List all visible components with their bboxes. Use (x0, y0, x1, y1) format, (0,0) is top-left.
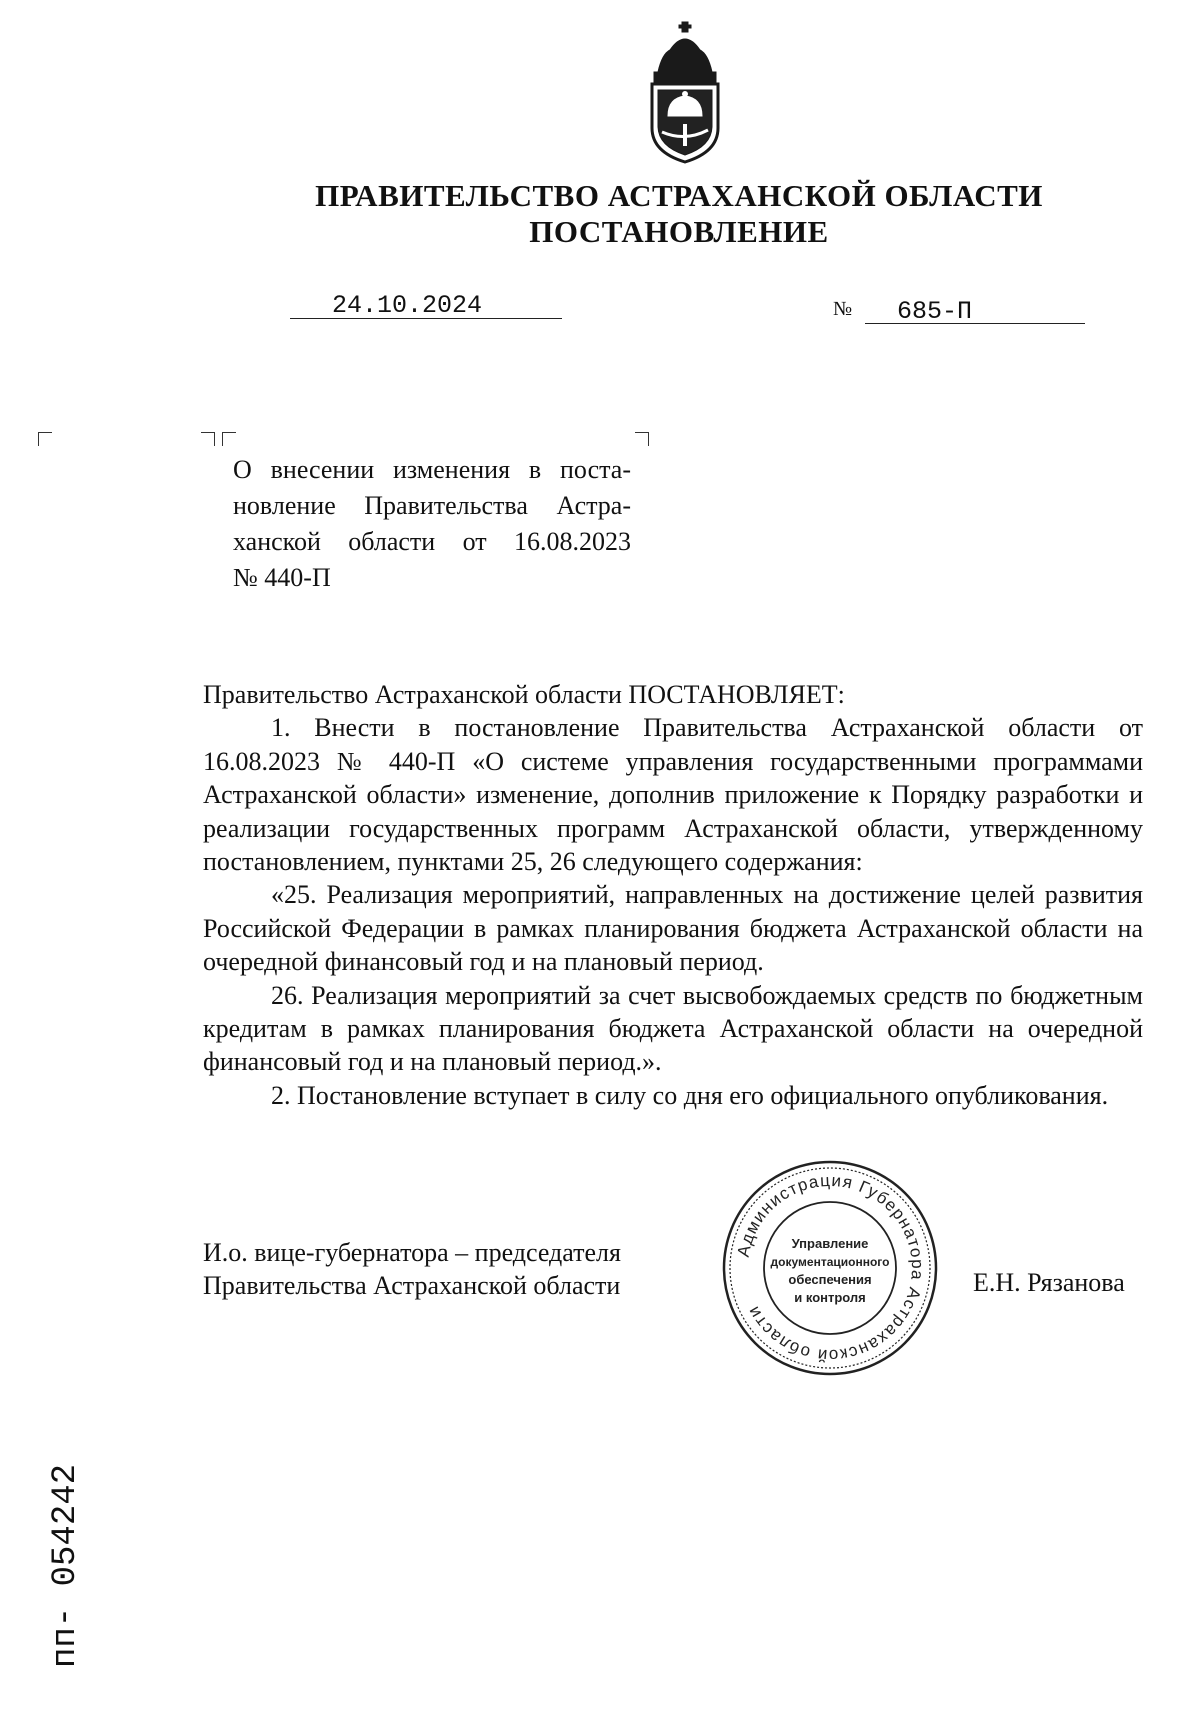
title-line: О внесении изменения в поста- (233, 455, 631, 484)
document-type-heading: ПОСТАНОВЛЕНИЕ (529, 214, 829, 249)
corner-mark-title-left-outer (201, 432, 215, 446)
stamp-ring-text: Администрация Губернатора Астраханской области (733, 1170, 928, 1366)
official-stamp (720, 1158, 940, 1378)
position-line: И.о. вице-губернатора – председателя (203, 1238, 621, 1267)
number-sign: № (833, 298, 853, 320)
corner-mark-title-right (635, 432, 649, 446)
corner-mark-top-left (38, 432, 52, 446)
clause-2: 2. Постановление вступает в силу со дня его официального опубликования. (271, 1080, 1109, 1110)
stamp-center-line: обеспечения (788, 1272, 872, 1287)
clause-26: 26. Реализация мероприятий за счет высвобождаемых средств по бюджетным кредитам в рамках планирования бюджета Астраханской области на очередной финансовый год и на плановый период.». (203, 980, 1143, 1077)
stamp-center-line: и контроля (794, 1290, 866, 1305)
signatory-name: Е.Н. Рязанова (973, 1268, 1125, 1297)
number-underline (865, 323, 1085, 324)
government-heading: ПРАВИТЕЛЬСТВО АСТРАХАНСКОЙ ОБЛАСТИ (315, 178, 1043, 213)
stamp-center-line: Управление (791, 1236, 869, 1251)
signatory-position (203, 1236, 621, 1302)
title-line: № 440-П (233, 563, 331, 592)
document-number: 685-П (897, 297, 973, 326)
serial-code-text: пп- 054242 (47, 1463, 85, 1668)
clause-1: 1. Внести в постановление Правительства Астраханской области от 16.08.2023 № 440-П «О системе управления государственными программами Астраханской области» изменение, дополнив приложение к Порядку разработки и реализации государственных программ Астраханской области, утвержденному постановлением, пунктами 25, 26 следующего содержания: (203, 713, 1143, 877)
resolution-intro: Правительство Астраханской области ПОСТАНОВЛЯЕТ: (203, 680, 845, 709)
coat-of-arms-emblem (640, 20, 730, 170)
document-title (233, 452, 631, 596)
corner-mark-title-left-inner (222, 432, 236, 446)
title-line: ханской области от 16.08.2023 (233, 527, 631, 556)
position-line: Правительства Астраханской области (203, 1271, 621, 1300)
title-line: новление Правительства Астра- (233, 491, 631, 520)
side-serial-code (36, 1372, 86, 1672)
document-body (203, 678, 1143, 1112)
date-underline (290, 318, 562, 319)
clause-25: «25. Реализация мероприятий, направленных на достижение целей развития Российской Федерации в рамках планирования бюджета Астраханской области на очередной финансовый год и на плановый период. (203, 880, 1143, 977)
stamp-center-line: документационного (770, 1255, 890, 1269)
document-date: 24.10.2024 (332, 291, 483, 320)
